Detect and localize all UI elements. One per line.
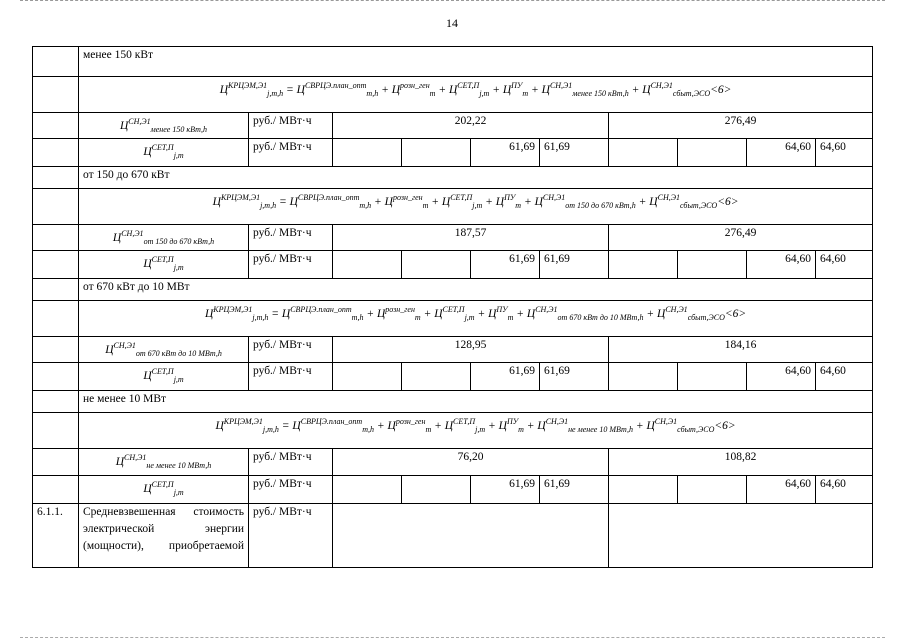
unit-text: руб./ МВт·ч: [253, 141, 312, 154]
sup-index: СН,Э1: [542, 193, 566, 203]
num-cell: [33, 337, 79, 363]
empty-cell: [333, 139, 402, 167]
sup-index: СЕТ,П: [453, 417, 476, 427]
sn-label: [79, 337, 249, 363]
symbol-c: Ц: [642, 83, 651, 96]
set-value-cell: [471, 475, 540, 503]
formula-cell: $Ц^{КРЦЭМ,Э1}_{j,m,h} = Ц^{СВРЦЭ.план\_опт}_{m,h} + Ц^{розн\_ген}_m + Ц^{СЕТ,П}_{j,m} + Ц^{ПУ}_m + Ц^{СН,Э1}_{не менее 10 МВт,h} + Ц^{СН,Э1}_{сбыт,ЭСО}<6>$: [79, 413, 873, 449]
unit-text: руб./ МВт·ч: [253, 115, 312, 127]
symbol-c: Ц: [657, 308, 666, 321]
sup-index: ПУ: [511, 81, 523, 90]
unit-cell: [249, 113, 333, 139]
sub-index: j,m: [173, 487, 184, 497]
unit-cell: [249, 363, 333, 391]
num-cell: [33, 113, 79, 139]
sub-index: j,m: [479, 89, 490, 99]
formula-cell: $Ц^{КРЦЭМ,Э1}_{j,m,h} = Ц^{СВРЦЭ.план\_опт}_{m,h} + Ц^{розн\_ген}_m + Ц^{СЕТ,П}_{j,m} + Ц^{ПУ}_m + Ц^{СН,Э1}_{от 670 кВт до 10 МВт,h} + Ц^{СН,Э1}_{сбыт,ЭСО}<6>$: [79, 301, 873, 337]
item-6-1-1-row: [33, 503, 873, 567]
set-value-cell: [471, 251, 540, 279]
unit-cell: [249, 449, 333, 475]
unit-cell: [249, 503, 333, 567]
section-title-row: [33, 391, 873, 413]
empty-cell: [402, 363, 471, 391]
sn-value-left: 202,22: [454, 115, 487, 127]
set-value: 61,69: [544, 253, 570, 266]
sup-index: СВРЦЭ.план_опт: [300, 417, 363, 427]
num-cell: [33, 475, 79, 503]
item-number-cell: [33, 503, 79, 567]
formula-row: [33, 77, 873, 113]
empty-cell: [333, 503, 609, 567]
symbol-c: Ц: [212, 195, 221, 208]
sub-index: m: [414, 313, 421, 323]
sub-index: сбыт,ЭСО: [672, 89, 711, 99]
unit-cell: [249, 251, 333, 279]
sn-row: [33, 449, 873, 475]
set-value: 61,69: [509, 141, 535, 154]
set-value: 64,60: [785, 253, 811, 266]
symbol-c: Ц: [526, 308, 536, 321]
num-cell: [33, 449, 79, 475]
sn-value-left-cell: [333, 113, 609, 139]
num-cell: [33, 77, 79, 113]
footnote-ref: <6>: [714, 420, 736, 433]
section-title-row: [33, 167, 873, 189]
top-rule: [20, 0, 885, 1]
set-value: 61,69: [544, 141, 570, 154]
sub-index: менее 150 кВт,h: [150, 125, 208, 135]
formula-row: [33, 301, 873, 337]
sub-index: j,m: [472, 201, 483, 211]
empty-cell: [609, 139, 678, 167]
symbol-c: Ц: [119, 119, 129, 132]
set-value-cell: [471, 363, 540, 391]
sup-index: КРЦЭМ,Э1: [213, 305, 253, 315]
unit-text: руб./ МВт·ч: [253, 505, 312, 518]
empty-cell: [333, 475, 402, 503]
sn-row: [33, 113, 873, 139]
section-title-row: [33, 279, 873, 301]
symbol-c: Ц: [289, 195, 298, 208]
empty-cell: [678, 251, 747, 279]
empty-cell: [678, 475, 747, 503]
set-value: 64,60: [820, 141, 846, 154]
symbol-c: Ц: [204, 308, 214, 321]
set-value: 64,60: [820, 253, 846, 266]
set-value: 64,60: [785, 477, 811, 490]
symbol-c: Ц: [448, 83, 458, 96]
set-value: 61,69: [544, 365, 570, 378]
set-value: 64,60: [785, 365, 811, 378]
sn-row: [33, 225, 873, 251]
section-title-cell: [79, 47, 873, 77]
formula-row: [33, 189, 873, 225]
num-cell: [33, 47, 79, 77]
empty-cell: [678, 363, 747, 391]
sn-value-right: 276,49: [724, 227, 757, 240]
empty-cell: [609, 363, 678, 391]
empty-cell: [678, 139, 747, 167]
unit-cell: [249, 475, 333, 503]
set-value-cell: [747, 363, 816, 391]
set-row: [33, 363, 873, 391]
empty-cell: [402, 475, 471, 503]
sub-index: от 670 кВт до 10 МВт,h: [557, 313, 644, 323]
unit-text: руб./ МВт·ч: [253, 253, 312, 266]
sub-index: j,m,h: [260, 201, 277, 211]
page-number: 14: [446, 16, 458, 30]
sup-index: розн_ген: [400, 81, 430, 90]
sn-value-left: 76,20: [457, 451, 484, 464]
num-cell: [33, 279, 79, 301]
item-description-cell: [79, 503, 249, 567]
sup-index: розн_ген: [385, 305, 415, 315]
sn-value-left-cell: [333, 225, 609, 251]
unit-text: руб./ МВт·ч: [253, 339, 312, 352]
set-value: 61,69: [509, 253, 535, 266]
set-value: 61,69: [509, 477, 535, 490]
sn-label: [79, 225, 249, 251]
unit-cell: [249, 337, 333, 363]
sub-index: m,h: [366, 89, 379, 99]
sup-index: СВРЦЭ.план_опт: [297, 193, 360, 203]
sup-index: СЕТ,П: [151, 367, 174, 377]
sub-index: m,h: [351, 313, 364, 323]
sup-index: СН,Э1: [535, 305, 558, 315]
section-title-cell: [79, 391, 873, 413]
sub-index: m: [507, 313, 514, 323]
sup-index: СН,Э1: [665, 305, 688, 315]
symbol-c: Ц: [391, 83, 401, 96]
sup-index: ПУ: [496, 305, 508, 315]
set-value: 61,69: [544, 477, 570, 490]
unit-text: руб./ МВт·ч: [253, 477, 312, 490]
set-value: 64,60: [785, 141, 811, 154]
symbol-c: Ц: [112, 231, 122, 244]
symbol-c: Ц: [143, 258, 152, 271]
sn-value-right: 108,82: [724, 451, 757, 464]
unit-text: руб./ МВт·ч: [253, 451, 312, 464]
empty-cell: [333, 363, 402, 391]
set-value-cell: [747, 251, 816, 279]
section-title: от 670 кВт до 10 МВт: [83, 281, 190, 294]
set-label: [79, 363, 249, 391]
sub-index: m,h: [362, 425, 374, 435]
sub-index: j,m: [173, 263, 184, 273]
set-row: [33, 139, 873, 167]
footnote-ref: <6>: [717, 195, 739, 208]
sub-index: m,h: [359, 201, 372, 211]
symbol-c: Ц: [502, 83, 512, 96]
symbol-c: Ц: [376, 308, 386, 321]
num-cell: [33, 391, 79, 413]
sup-index: СЕТ,П: [457, 81, 480, 90]
empty-cell: [609, 251, 678, 279]
sup-index: ПУ: [506, 417, 519, 427]
symbol-c: Ц: [498, 420, 507, 433]
item-number: 6.1.1.: [37, 505, 63, 518]
sup-index: СЕТ,П: [450, 193, 473, 203]
sub-index: не менее 10 МВт,h: [146, 461, 212, 471]
unit-cell: [249, 225, 333, 251]
sup-index: КРЦЭМ,Э1: [228, 81, 268, 90]
num-cell: [33, 363, 79, 391]
symbol-c: Ц: [296, 83, 305, 96]
empty-cell: [333, 251, 402, 279]
symbol-c: Ц: [143, 370, 152, 383]
sup-index: СЕТ,П: [442, 305, 465, 315]
num-cell: [33, 189, 79, 225]
sup-index: СЕТ,П: [151, 143, 174, 153]
sn-value-left: 187,57: [454, 227, 487, 240]
sup-index: СЕТ,П: [151, 479, 174, 489]
symbol-c: Ц: [488, 308, 497, 321]
symbol-c: Ц: [215, 420, 224, 433]
sup-index: СН,Э1: [650, 81, 673, 90]
unit-text: руб./ МВт·ч: [253, 227, 312, 240]
set-value-cell: [540, 475, 609, 503]
desc-line: Средневзвешенная стоимость: [83, 505, 244, 518]
sub-index: не менее 10 МВт,h: [568, 425, 633, 435]
symbol-c: Ц: [143, 482, 152, 495]
sub-index: j,m,h: [252, 313, 269, 323]
footnote-ref: <6>: [710, 83, 732, 96]
sub-index: j,m: [173, 151, 184, 161]
sub-index: j,m,h: [262, 425, 279, 435]
set-value-cell: [471, 139, 540, 167]
sub-index: j,m: [475, 425, 486, 435]
set-label: [79, 251, 249, 279]
set-label: [79, 139, 249, 167]
section-title-row: [33, 47, 873, 77]
symbol-c: Ц: [434, 308, 443, 321]
symbol-c: Ц: [646, 420, 655, 433]
num-cell: [33, 413, 79, 449]
sn-value-right: 276,49: [724, 115, 757, 127]
desc-line: (мощности), приобретаемой: [83, 539, 244, 552]
symbol-c: Ц: [537, 420, 546, 433]
sub-index: от 670 кВт до 10 МВт,h: [135, 349, 222, 359]
sn-value-left: 128,95: [454, 339, 487, 352]
set-value-cell: [540, 139, 609, 167]
symbol-c: Ц: [534, 195, 543, 208]
num-cell: [33, 139, 79, 167]
sn-value-right-cell: [609, 225, 873, 251]
set-label: [79, 475, 249, 503]
sub-index: сбыт,ЭСО: [679, 201, 718, 211]
empty-cell: [609, 503, 873, 567]
sn-value-right-cell: [609, 337, 873, 363]
empty-cell: [402, 139, 471, 167]
sup-index: СН,Э1: [124, 453, 147, 463]
symbol-c: Ц: [281, 308, 291, 321]
sup-index: розн_ген: [392, 193, 423, 203]
symbol-c: Ц: [292, 420, 301, 433]
formula-cell: $Ц^{КРЦЭМ,Э1}_{j,m,h} = Ц^{СВРЦЭ.план\_опт}_{m,h} + Ц^{розн\_ген}_m + Ц^{СЕТ,П}_{j,m} + Ц^{ПУ}_m + Ц^{СН,Э1}_{от 150 до 670 кВт,h} + Ц^{СН,Э1}_{сбыт,ЭСО}<6>$: [79, 189, 873, 225]
section-title: не менее 10 МВт: [83, 393, 167, 406]
formula-row: [33, 413, 873, 449]
footnote-ref: <6>: [724, 308, 747, 321]
symbol-c: Ц: [387, 420, 396, 433]
set-row: [33, 251, 873, 279]
section-title-cell: [79, 167, 873, 189]
sub-index: j,m: [464, 313, 475, 323]
sub-index: j,m: [173, 375, 184, 385]
sup-index: СВРЦЭ.план_опт: [290, 305, 352, 315]
sub-index: m: [422, 201, 429, 211]
empty-cell: [402, 251, 471, 279]
num-cell: [33, 225, 79, 251]
set-row: [33, 475, 873, 503]
sub-index: m: [425, 425, 432, 435]
symbol-c: Ц: [541, 83, 550, 96]
sup-index: СН,Э1: [549, 81, 573, 90]
set-value-cell: [816, 139, 873, 167]
num-cell: [33, 167, 79, 189]
sn-value-right: 184,16: [724, 339, 757, 352]
sub-index: менее 150 кВт,h: [572, 89, 629, 99]
set-value-cell: [540, 363, 609, 391]
sub-index: m: [522, 89, 529, 99]
num-cell: [33, 301, 79, 337]
sup-index: СЕТ,П: [151, 255, 174, 265]
set-value: 61,69: [509, 365, 535, 378]
symbol-c: Ц: [649, 195, 658, 208]
sup-index: СН,Э1: [657, 193, 680, 203]
sn-value-right-cell: [609, 113, 873, 139]
symbol-c: Ц: [219, 83, 228, 96]
sub-index: сбыт,ЭСО: [677, 425, 715, 435]
sup-index: СН,Э1: [545, 417, 569, 427]
sup-index: СН,Э1: [128, 117, 151, 126]
sub-index: j,m,h: [267, 89, 284, 99]
set-value: 64,60: [820, 477, 846, 490]
section-title: менее 150 кВт: [83, 49, 154, 61]
set-value-cell: [816, 363, 873, 391]
tariff-table: [32, 46, 873, 568]
sub-index: m: [518, 425, 524, 435]
formula-cell: $Ц^{КРЦЭМ,Э1}_{j,m,h} = Ц^{СВРЦЭ.план\_опт}_{m,h} + Ц^{розн\_ген}_m + Ц^{СЕТ,П}_{j,m} + Ц^{ПУ}_m + Ц^{СН,Э1}_{менее 150 кВт,h} + Ц^{СН,Э1}_{сбыт,ЭСО}<6>$: [79, 77, 873, 113]
symbol-c: Ц: [115, 456, 125, 469]
symbol-c: Ц: [444, 420, 454, 433]
sn-value-left-cell: [333, 449, 609, 475]
symbol-c: Ц: [105, 344, 114, 357]
sub-index: от 150 до 670 кВт,h: [143, 237, 215, 247]
sub-index: m: [429, 89, 436, 99]
sn-label: [79, 449, 249, 475]
symbol-c: Ц: [384, 195, 393, 208]
sn-value-right-cell: [609, 449, 873, 475]
desc-line: электрической энергии: [83, 522, 244, 535]
sn-row: [33, 337, 873, 363]
empty-cell: [609, 475, 678, 503]
unit-cell: [249, 139, 333, 167]
bottom-rule: [20, 637, 885, 638]
set-value-cell: [816, 251, 873, 279]
set-value-cell: [540, 251, 609, 279]
section-title: от 150 до 670 кВт: [83, 169, 170, 182]
sn-value-left-cell: [333, 337, 609, 363]
unit-text: руб./ МВт·ч: [253, 365, 312, 378]
sn-label: [79, 113, 249, 139]
sub-index: m: [515, 201, 522, 211]
sup-index: розн_ген: [395, 417, 426, 427]
sup-index: КРЦЭМ,Э1: [220, 193, 261, 203]
symbol-c: Ц: [495, 195, 505, 208]
set-value-cell: [816, 475, 873, 503]
symbol-c: Ц: [143, 145, 152, 158]
symbol-c: Ц: [441, 195, 451, 208]
sup-index: ПУ: [504, 193, 516, 203]
num-cell: [33, 251, 79, 279]
sub-index: сбыт,ЭСО: [687, 313, 725, 323]
sup-index: КРЦЭМ,Э1: [223, 417, 263, 427]
set-value: 64,60: [820, 365, 846, 378]
sup-index: СН,Э1: [113, 341, 136, 351]
section-title-cell: [79, 279, 873, 301]
sup-index: СВРЦЭ.план_опт: [304, 81, 367, 90]
sub-index: от 150 до 670 кВт,h: [565, 201, 636, 211]
sup-index: СН,Э1: [121, 229, 144, 239]
sup-index: СН,Э1: [654, 417, 678, 427]
set-value-cell: [747, 139, 816, 167]
set-value-cell: [747, 475, 816, 503]
